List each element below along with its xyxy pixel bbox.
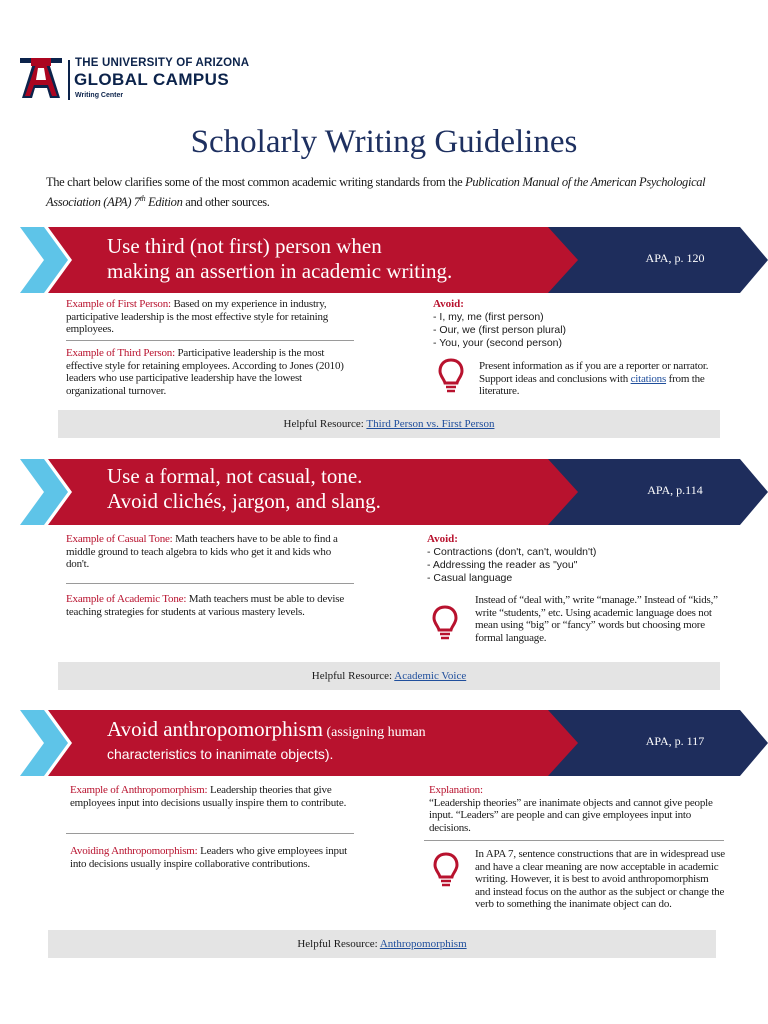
logo-divider (68, 60, 70, 100)
helpful-resource-bar: Helpful Resource: Anthropomorphism (48, 930, 716, 958)
section-title: Use a formal, not casual, tone. Avoid clichés, jargon, and slang. (107, 464, 381, 513)
avoid-item: - Our, we (first person plural) (433, 324, 567, 336)
divider (66, 340, 354, 341)
example-anthropomorphism: Example of Anthropomorphism: Leadership theories that give employees input into decisions usually inspire them to contribute. (70, 784, 347, 809)
divider (66, 833, 354, 834)
tip-text: In APA 7, sentence constructions that are in widespread use and have a clear meaning are now acceptable in academic writing. However, it is best to avoid anthropomorphism and instead focus on the author as the subject or change the verb to something the inanimate object can do. (475, 848, 725, 910)
tip-text: Instead of “deal with,” write “manage.” Instead of “kids,” write “students,” etc. Using academic language does not mean using “big” or “fancy” words but choosing more formal language. (475, 594, 718, 644)
helpful-resource-bar: Helpful Resource: Third Person vs. First Person (58, 410, 720, 438)
resource-link-third-person[interactable]: Third Person vs. First Person (366, 418, 495, 430)
explanation: Explanation: “Leadership theories” are inanimate objects and cannot give people input. “Leaders” are people and can give employees input into decisions. (429, 784, 713, 834)
section-title: Avoid anthropomorphism (assigning human characteristics to inanimate objects). (107, 717, 426, 762)
example-first-person: Example of First Person: Based on my experience in industry, participative leadership is the most effective style for retaining employees. (66, 298, 329, 335)
divider (66, 583, 354, 584)
tip-text: Present information as if you are a reporter or narrator. Support ideas and conclusions with citations from the literature. (479, 360, 709, 397)
university-logo-a (20, 58, 62, 100)
logo-university-name: THE UNIVERSITY OF ARIZONA (75, 57, 250, 69)
avoid-list: Avoid: - Contractions (don't, can't, wouldn't) - Addressing the reader as "you" - Casual language (427, 533, 723, 585)
lightbulb-icon (431, 604, 459, 642)
avoid-list: Avoid: - I, my, me (first person) - Our, we (first person plural) - You, your (second person) (433, 298, 723, 350)
avoid-item: - You, your (second person) (433, 337, 562, 349)
apa-reference: APA, p. 117 (645, 734, 705, 748)
example-avoiding-anthropomorphism: Avoiding Anthropomorphism: Leaders who give employees input into decisions usually inspire collaborative contributions. (70, 845, 348, 870)
example-casual-tone: Example of Casual Tone: Math teachers have to be able to find a middle ground to teach algebra to kids who get it and kids who don't. (66, 533, 338, 570)
intro-paragraph: The chart below clarifies some of the most common academic writing standards from the Publication Manual of the American Psychological Association (APA) 7th Edition and other sources. (46, 175, 706, 209)
citations-link[interactable]: citations (630, 372, 667, 385)
example-third-person: Example of Third Person: Participative leadership is the most effective style for retaining employees. According to Jones (2010) leaders who use participative leadership have the lowest organizational turnover. (66, 347, 344, 397)
section-banner-third-person (0, 227, 768, 293)
section-banner-anthropomorphism (0, 710, 768, 776)
avoid-item: - I, my, me (first person) (433, 311, 544, 323)
avoid-item: - Addressing the reader as "you" (427, 559, 578, 571)
logo-global-campus: GLOBAL CAMPUS (74, 70, 230, 89)
lightbulb-icon (432, 851, 460, 889)
logo-writing-center: Writing Center (75, 92, 124, 99)
helpful-resource-bar: Helpful Resource: Academic Voice (58, 662, 720, 690)
resource-link-academic-voice[interactable]: Academic Voice (394, 670, 467, 682)
lightbulb-icon (437, 357, 465, 395)
section-title: Use third (not first) person when making an assertion in academic writing. (107, 234, 453, 283)
example-academic-tone: Example of Academic Tone: Math teachers must be able to devise teaching strategies for students at various mastery levels. (66, 593, 345, 618)
avoid-item: - Casual language (427, 572, 513, 584)
section-banner-formal-tone (0, 459, 768, 525)
page-title: Scholarly Writing Guidelines (190, 124, 578, 160)
avoid-item: - Contractions (don't, can't, wouldn't) (427, 546, 597, 558)
apa-reference: APA, p.114 (647, 483, 703, 497)
resource-link-anthropomorphism[interactable]: Anthropomorphism (379, 938, 467, 950)
divider (424, 840, 724, 841)
apa-reference: APA, p. 120 (645, 251, 705, 265)
